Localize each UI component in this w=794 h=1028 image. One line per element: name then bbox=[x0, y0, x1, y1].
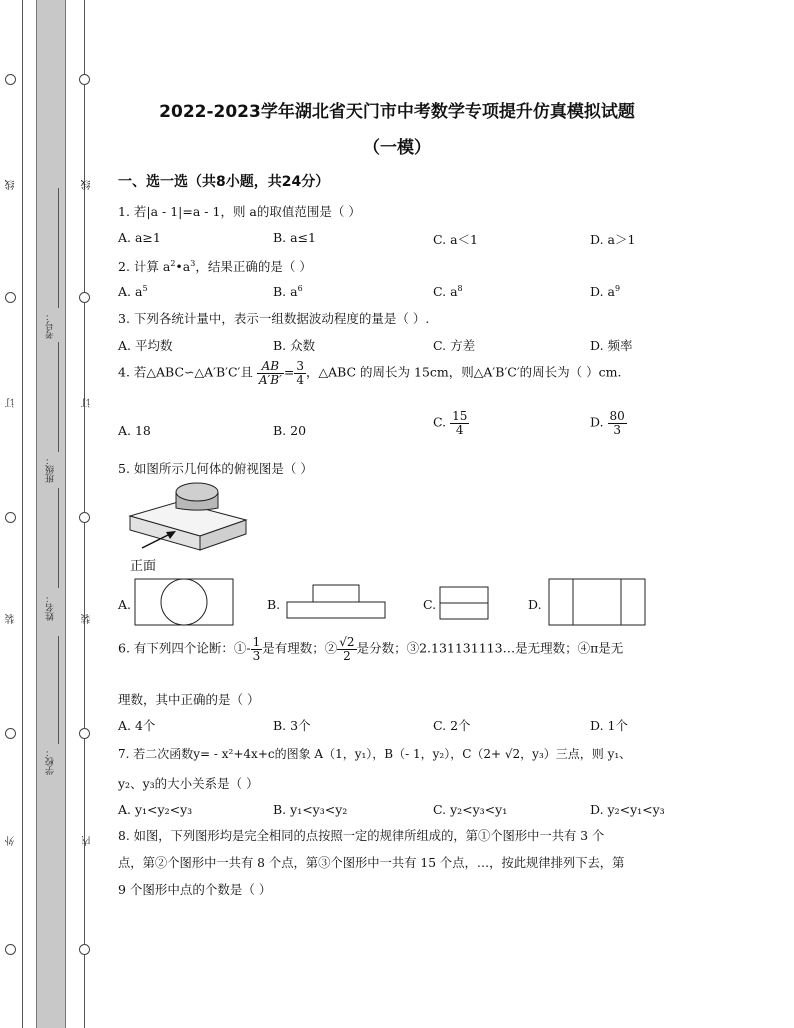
question-8-line1: 8. 如图，下列图形均是完全相同的点按照一定的规律所组成的，第①个图形中一共有 3 个 bbox=[118, 829, 605, 843]
q4-stem-b: ，△ABC 的周长为 15cm，则△A′B′C′的周长为（ ）cm. bbox=[305, 364, 622, 380]
q6-fraction-1 bbox=[251, 636, 263, 662]
q2-option-c-sup: 8 bbox=[457, 284, 463, 293]
q6-stem-a: 6. 有下列四个论断：①- bbox=[118, 640, 251, 656]
field-underline bbox=[58, 488, 59, 588]
q4-d-den: 3 bbox=[613, 422, 621, 437]
q1-option-d: D. a＞1 bbox=[590, 232, 636, 247]
q4-frac-den: A′B′ bbox=[258, 372, 282, 387]
q4-stem-a: 4. 若△ABC∽△A′B′C′且 bbox=[118, 364, 253, 380]
q5-front-label: 正面 bbox=[130, 559, 157, 574]
question-1-stem: 1. 若|a - 1|=a - 1，则 a的取值范围是（ ） bbox=[118, 204, 361, 219]
q7-option-a: A. y₁<y₂<y₃ bbox=[118, 802, 193, 817]
question-6-stem bbox=[118, 636, 623, 662]
q2-stem-b: •a bbox=[175, 259, 191, 274]
q2-option-a-text: A. a bbox=[118, 284, 143, 300]
q4-option-a: A. 18 bbox=[118, 423, 151, 438]
binding-hole bbox=[79, 512, 90, 523]
q3-option-c: C. 方差 bbox=[433, 338, 476, 353]
question-8-line2: 点，第②个图形中一共有 8 个点，第③个图形中一共有 15 个点，…，按此规律排列下去，第 bbox=[118, 856, 625, 870]
q4-option-d-label: D. bbox=[590, 414, 604, 430]
q2-sup1: 2 bbox=[170, 258, 176, 268]
q6-fraction-2 bbox=[337, 636, 356, 662]
q4-frac-num: AB bbox=[257, 360, 284, 374]
q2-option-d-sup: 9 bbox=[614, 284, 621, 293]
q1-option-c: C. a＜1 bbox=[433, 232, 478, 247]
field-name: 姓名： bbox=[46, 594, 56, 621]
q5-option-d-figure bbox=[548, 578, 648, 628]
q6-f2-den: 2 bbox=[343, 648, 351, 663]
q6-stem-c: 是分数；③2.131131113…是无理数；④π是无 bbox=[356, 640, 624, 656]
question-7-line2: y₂、y₃的大小关系是（ ） bbox=[118, 776, 259, 791]
binding-hole bbox=[79, 944, 90, 955]
binding-hole bbox=[5, 512, 16, 523]
binding-hole bbox=[79, 292, 90, 303]
binding-hole bbox=[5, 292, 16, 303]
q6-option-a: A. 4个 bbox=[118, 718, 156, 733]
inner-label: 订 bbox=[82, 398, 93, 408]
q7-option-d: D. y₂<y₁<y₃ bbox=[590, 802, 665, 817]
q4-c-den: 4 bbox=[455, 422, 464, 437]
q4-c-num: 15 bbox=[452, 409, 468, 423]
q4-option-c bbox=[433, 410, 469, 436]
binding-hole bbox=[79, 728, 90, 739]
q2-option-b bbox=[273, 284, 303, 299]
question-7-line1: 7. 若二次函数y= - x²+4x+c的图象 A（1，y₁），B（- 1，y₂），C（2+ √2，y₃）三点，则 y₁、 bbox=[118, 747, 632, 761]
q6-f1-den: 3 bbox=[252, 648, 261, 663]
q7-option-b: B. y₁<y₃<y₂ bbox=[273, 802, 348, 817]
question-3-stem: 3. 下列各统计量中，表示一组数据波动程度的量是（ ）. bbox=[118, 311, 430, 326]
q6-option-b: B. 3个 bbox=[273, 718, 311, 733]
binding-hole bbox=[5, 728, 16, 739]
q6-option-c: C. 2个 bbox=[433, 718, 471, 733]
q4-option-c-frac bbox=[450, 410, 469, 436]
q3-option-b: B. 众数 bbox=[273, 338, 316, 353]
q4-option-c-label: C. bbox=[433, 414, 447, 430]
q3-option-d: D. 频率 bbox=[590, 338, 633, 353]
binding-hole bbox=[5, 74, 16, 85]
field-class: 班级： bbox=[46, 456, 56, 483]
q2-option-d bbox=[590, 284, 620, 299]
binding-hole bbox=[79, 74, 90, 85]
outer-label: 外 bbox=[6, 836, 17, 846]
q4-fraction-ab bbox=[257, 360, 284, 386]
q5-option-b-label: B. bbox=[267, 597, 281, 612]
q4-eq: = bbox=[283, 364, 295, 380]
section-heading: 一、选一选（共8小题，共24分） bbox=[118, 174, 330, 190]
binding-hole bbox=[5, 944, 16, 955]
q6-stem-b: 是有理数；② bbox=[262, 640, 338, 656]
q2-option-a-sup: 5 bbox=[142, 284, 148, 293]
q1-option-b: B. a≤1 bbox=[273, 230, 317, 245]
q5-option-c-label: C. bbox=[423, 597, 437, 612]
q1-option-a: A. a≥1 bbox=[118, 230, 161, 245]
question-5-stem: 5. 如图所示几何体的俯视图是（ ） bbox=[118, 461, 313, 476]
q2-stem-c: ，结果正确的是（ ） bbox=[195, 259, 312, 274]
q5-option-d-label: D. bbox=[528, 597, 542, 612]
q4-fraction-ratio bbox=[294, 360, 306, 386]
q2-option-b-sup: 6 bbox=[297, 284, 303, 293]
q3-option-a: A. 平均数 bbox=[118, 338, 173, 353]
q2-stem-a: 2. 计算 a bbox=[118, 259, 171, 274]
question-8-line3: 9 个图形中点的个数是（ ） bbox=[118, 882, 272, 897]
field-underline bbox=[58, 188, 59, 308]
question-4-stem bbox=[118, 360, 622, 386]
question-6-line2: 理数，其中正确的是（ ） bbox=[118, 692, 260, 707]
inner-label: 线 bbox=[82, 180, 93, 190]
inner-label: 装 bbox=[82, 614, 93, 624]
q5-option-a-figure bbox=[134, 578, 236, 628]
q4-option-b: B. 20 bbox=[273, 423, 307, 438]
q4-ratio-den: 4 bbox=[296, 372, 304, 387]
q2-option-c bbox=[433, 284, 463, 299]
q5-option-a-label: A. bbox=[118, 597, 132, 612]
page-subtitle: （一模） bbox=[363, 138, 431, 158]
q5-option-b-figure bbox=[286, 584, 388, 620]
field-underline bbox=[58, 636, 59, 744]
question-2-stem bbox=[118, 257, 312, 275]
q2-option-c-text: C. a bbox=[433, 284, 458, 300]
q7-option-c: C. y₂<y₃<y₁ bbox=[433, 802, 508, 817]
page-title: 2022-2023学年湖北省天门市中考数学专项提升仿真模拟试题 bbox=[159, 102, 635, 122]
field-underline bbox=[58, 342, 59, 452]
q2-option-b-text: B. a bbox=[273, 284, 298, 300]
q4-option-d bbox=[590, 410, 627, 436]
q5-option-c-figure bbox=[439, 586, 491, 622]
inner-label: 内 bbox=[82, 836, 93, 846]
q4-d-num: 80 bbox=[609, 409, 625, 423]
q2-option-d-text: D. a bbox=[590, 284, 615, 300]
q4-ratio-num: 3 bbox=[296, 359, 304, 373]
q6-option-d: D. 1个 bbox=[590, 718, 628, 733]
field-school: 学校： bbox=[46, 748, 56, 775]
outer-label: 订 bbox=[6, 398, 17, 408]
outer-label: 线 bbox=[6, 180, 17, 190]
q6-f2-num: √2 bbox=[339, 635, 355, 649]
field-exam-number: 考号： bbox=[46, 312, 56, 339]
q6-f1-num: 1 bbox=[252, 635, 261, 649]
outer-label: 装 bbox=[6, 614, 17, 624]
q2-option-a bbox=[118, 284, 148, 299]
q2-sup2: 3 bbox=[190, 258, 196, 268]
q4-option-d-frac bbox=[608, 410, 627, 436]
